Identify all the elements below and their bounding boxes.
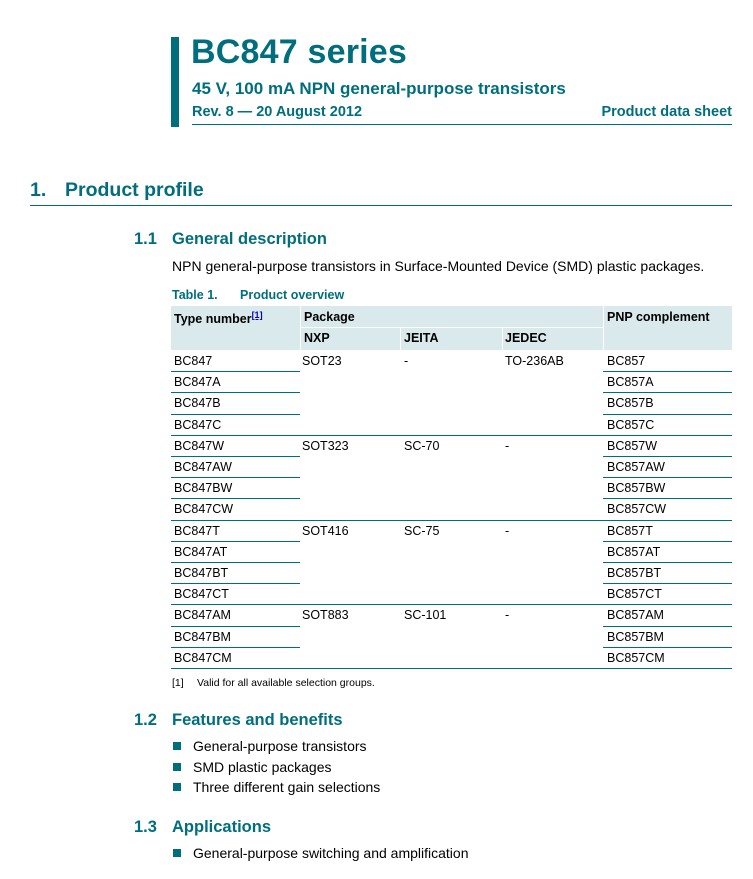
col-header-jedec: JEDEC — [505, 331, 547, 345]
cell-type-number: BC847B — [174, 396, 221, 411]
cell-package-nxp: SOT416 — [302, 523, 349, 538]
col-header-type-number: Type number[1] — [174, 310, 263, 326]
row-separator — [171, 583, 300, 584]
cell-package-jeita: - — [404, 354, 409, 368]
cell-pnp-complement: BC857AW — [607, 460, 665, 474]
footnote-number: [1] — [172, 677, 184, 689]
revision-line — [192, 104, 732, 120]
cell-pnp-complement: BC857C — [607, 417, 655, 432]
section-rule — [30, 205, 732, 206]
group-separator — [171, 668, 732, 669]
header-rule — [192, 124, 732, 125]
group-separator — [171, 435, 732, 436]
cell-type-number: BC847AM — [174, 608, 231, 623]
cell-pnp-complement: BC857BM — [607, 629, 664, 644]
features-list — [172, 738, 380, 800]
row-separator — [603, 498, 732, 499]
cell-pnp-complement: BC857 — [607, 354, 646, 368]
cell-pnp-complement: BC857AM — [607, 608, 664, 623]
table-caption-number: Table 1. — [172, 288, 218, 302]
cell-type-number: BC847BM — [174, 629, 231, 644]
cell-package-nxp: SOT23 — [302, 354, 342, 368]
subsection-number: 1.3 — [134, 818, 157, 836]
row-separator — [603, 477, 732, 478]
revision-text: Rev. 8 — 20 August 2012 — [192, 104, 363, 120]
row-separator — [171, 371, 300, 372]
row-separator — [171, 477, 300, 478]
general-description-text: NPN general-purpose transistors in Surface-Mounted Device (SMD) plastic packages. — [172, 258, 705, 274]
row-separator — [603, 647, 732, 648]
bullet-square-icon — [173, 783, 181, 791]
cell-package-jeita: SC-101 — [404, 608, 447, 623]
row-separator — [171, 541, 300, 542]
table-caption — [172, 288, 344, 302]
row-separator — [171, 498, 300, 499]
cell-type-number: BC847CM — [174, 650, 232, 665]
section-title: Product profile — [65, 179, 204, 201]
row-separator — [603, 562, 732, 563]
cell-pnp-complement: BC857CW — [607, 502, 667, 517]
cell-type-number: BC847AW — [174, 460, 232, 474]
row-separator — [603, 392, 732, 393]
subsection-title: Applications — [172, 818, 272, 836]
row-separator — [603, 541, 732, 542]
section-number: 1. — [30, 179, 47, 201]
bullet-square-icon — [173, 849, 181, 857]
cell-package-jeita: SC-70 — [404, 438, 440, 453]
cell-type-number: BC847C — [174, 417, 222, 432]
cell-pnp-complement: BC857B — [607, 396, 654, 411]
cell-type-number: BC847AT — [174, 544, 228, 559]
row-separator — [603, 583, 732, 584]
document-title: BC847 series — [191, 33, 407, 71]
cell-pnp-complement: BC857A — [607, 375, 654, 390]
group-separator — [171, 520, 732, 521]
cell-type-number: BC847T — [174, 523, 220, 538]
table-caption-title: Product overview — [240, 288, 345, 302]
cell-package-nxp: SOT323 — [302, 438, 349, 453]
bullet-square-icon — [173, 742, 181, 750]
bullet-square-icon — [173, 763, 181, 771]
list-item: Three different gain selections — [172, 779, 380, 800]
cell-pnp-complement: BC857AT — [607, 544, 661, 559]
cell-pnp-complement: BC857BW — [607, 481, 666, 496]
product-overview-table — [171, 306, 732, 669]
subsection-heading-applications — [134, 818, 271, 837]
subsection-title: General description — [172, 230, 327, 248]
subsection-title: Features and benefits — [172, 711, 343, 729]
cell-package-jedec: TO-236AB — [505, 354, 564, 368]
col-header-jeita: JEITA — [404, 331, 439, 345]
cell-pnp-complement: BC857W — [607, 438, 658, 453]
group-separator — [171, 604, 732, 605]
cell-type-number: BC847BT — [174, 566, 229, 580]
row-separator — [171, 647, 300, 648]
cell-type-number: BC847CT — [174, 587, 229, 602]
cell-package-jedec: - — [505, 523, 510, 538]
row-separator — [603, 414, 732, 415]
row-separator — [603, 626, 732, 627]
row-separator — [171, 414, 300, 415]
subsection-number: 1.2 — [134, 711, 157, 729]
row-separator — [171, 562, 300, 563]
footnote-text: Valid for all available selection groups. — [197, 677, 375, 689]
col-header-package: Package — [304, 310, 355, 324]
cell-type-number: BC847BW — [174, 481, 233, 496]
cell-type-number: BC847CW — [174, 502, 234, 517]
cell-pnp-complement: BC857CM — [607, 650, 665, 665]
cell-type-number: BC847A — [174, 375, 221, 390]
cell-pnp-complement: BC857CT — [607, 587, 662, 602]
col-header-pnp-complement: PNP complement — [607, 310, 710, 324]
applications-list — [172, 845, 468, 866]
subsection-heading-features-and-benefits — [134, 711, 343, 730]
footnote-link[interactable]: [1] — [251, 310, 263, 320]
row-separator — [603, 371, 732, 372]
row-separator — [171, 392, 300, 393]
cell-type-number: BC847 — [174, 354, 213, 368]
list-item: General-purpose transistors — [172, 738, 380, 759]
document-type: Product data sheet — [601, 104, 732, 120]
cell-package-jedec: - — [505, 438, 510, 453]
document-subtitle: 45 V, 100 mA NPN general-purpose transistors — [192, 79, 566, 98]
col-header-nxp: NXP — [304, 331, 330, 345]
list-item: SMD plastic packages — [172, 759, 380, 780]
row-separator — [603, 456, 732, 457]
cell-pnp-complement: BC857T — [607, 523, 653, 538]
row-separator — [171, 456, 300, 457]
header-accent-bar — [171, 37, 179, 127]
table-footnote — [172, 677, 375, 689]
cell-pnp-complement: BC857BT — [607, 566, 662, 580]
list-item: General-purpose switching and amplification — [172, 845, 468, 866]
subsection-number: 1.1 — [134, 230, 157, 248]
cell-package-jeita: SC-75 — [404, 523, 440, 538]
row-separator — [171, 626, 300, 627]
cell-package-jedec: - — [505, 608, 510, 623]
cell-package-nxp: SOT883 — [302, 608, 349, 623]
cell-type-number: BC847W — [174, 438, 225, 453]
section-heading-product-profile — [30, 179, 204, 202]
subsection-heading-general-description — [134, 230, 327, 249]
